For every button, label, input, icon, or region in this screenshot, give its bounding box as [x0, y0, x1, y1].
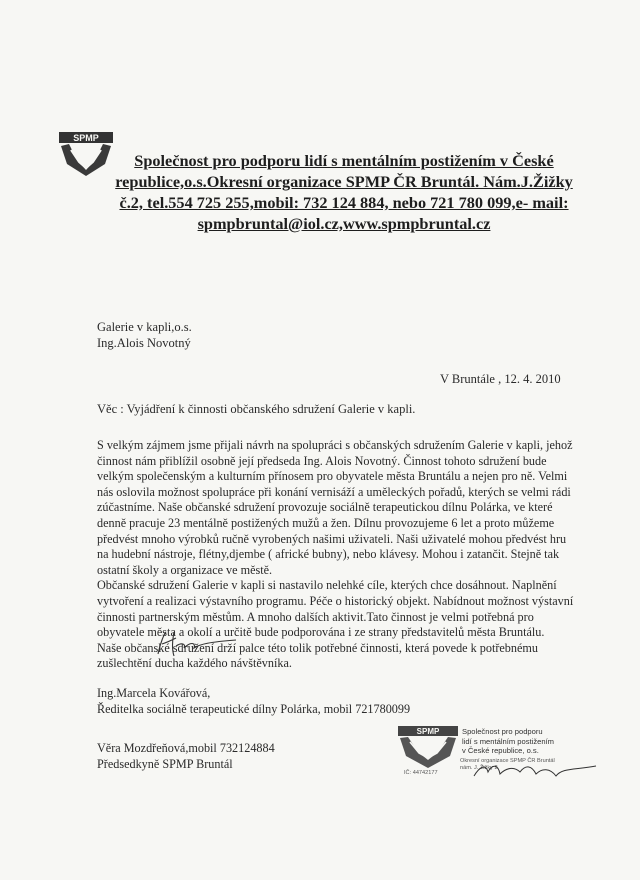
body-line: činnost nám přiblížil osobně její předseda Ing. Alois Novotný. Činnost tohoto sdružení bude	[97, 453, 547, 468]
letter-subject: Věc : Vyjádření k činnosti občanského sdružení Galerie v kapli.	[97, 402, 416, 416]
body-line: činnosti partnerským městům. A mnoho dalších aktivit.Tato činnost je velmi potřebná pro	[97, 609, 534, 624]
handwritten-signature	[470, 758, 600, 784]
body-line: ostatní školy a organizace ve městě.	[97, 562, 273, 577]
body-line: S velkým zájmem jsme přijali návrh na spolupráci s občanských sdružením Galerie v kapli, jehož	[97, 438, 573, 452]
letterhead-line: republice,o.s.Okresní organizace SPMP ČR Bruntál. Nám.J.Žižky	[115, 172, 573, 191]
body-line: Naše občanské sdružení drží palce této tolik potřebné činnosti, která povede k potřebnému	[97, 640, 538, 655]
body-line: velkým společenským a kulturním přínosem pro obyvatele města Bruntálu a nejen pro ně. Velmi	[97, 469, 568, 484]
logo-text: SPMP	[73, 133, 99, 143]
stamp-code: IČ: 44742177	[404, 770, 438, 776]
signer-name: Věra Mozdřeňová,mobil 732124884	[97, 741, 275, 755]
letterhead	[105, 150, 583, 234]
body-line: na hudební nástroje, flétny,djembe ( africké bubny), nebo klávesy. Mohou i zatančit. Stejně tak	[97, 547, 560, 562]
body-line: předvést mnoho výrobků ručně vyrobených našimi uživateli. Naši uživatelé mohou předvést hru	[97, 531, 567, 546]
body-line: obyvatele města a okolí a určitě bude podporována i ze strany představitelů města Bruntálu.	[97, 625, 545, 640]
stamp-line: v České republice, o.s.	[462, 746, 539, 756]
recipient-line: Ing.Alois Novotný	[97, 336, 191, 350]
letter-date: V Bruntále , 12. 4. 2010	[440, 372, 561, 386]
body-line: Občanské sdružení Galerie v kapli si nastavilo nelehké cíle, kterých chce dosáhnout. Naplnění	[97, 578, 557, 593]
stamp-small-line: Okresní organizace SPMP ČR Bruntál	[460, 758, 555, 764]
signer-title: Ředitelka sociálně terapeutické dílny Polárka, mobil 721780099	[97, 701, 411, 716]
recipient-line: Galerie v kapli,o.s.	[97, 320, 192, 334]
body-line: denně pracuje 23 mentálně postižených mužů a žen. Dílnu provozujeme 6 let a proto můžeme	[97, 515, 555, 530]
stamp-line: Společnost pro podporu	[462, 727, 543, 736]
letterhead-line: Společnost pro podporu lidí s mentálním postižením v České	[134, 151, 554, 170]
body-line: zúčastníme. Naše občanské sdružení provozuje sociálně terapeutickou dílnu Polárka, ve které	[97, 500, 553, 515]
letterhead-line: spmpbruntal@iol.cz,www.spmpbruntal.cz	[197, 214, 491, 233]
body-line: nás oslovila možnost spolupráce při konání vernisáží a uměleckých pořadů, kterých se velmi rádi	[97, 484, 571, 499]
body-line: vytvoření a realizaci výstavního programu. Péče o historický objekt. Nabídnout možnost výstavní	[97, 593, 574, 608]
stamp-logo-text: SPMP	[416, 727, 440, 736]
letterhead-line: č.2, tel.554 725 255,mobil: 732 124 884, nebo 721 780 099,e- mail:	[119, 193, 569, 212]
stamp-text	[462, 727, 554, 756]
signer-block	[97, 686, 410, 717]
signer-title: Předsedkyně SPMP Bruntál	[97, 756, 233, 771]
stamp-small-line: nám. J. Žižky 2	[460, 765, 498, 771]
stamp-line: lidí s mentálním postižením	[462, 736, 555, 746]
signer-block	[97, 741, 275, 772]
handwritten-signature	[150, 628, 240, 662]
body-line: zušlechtění ducha každého návštěvníka.	[97, 656, 292, 671]
signer-name: Ing.Marcela Kovářová,	[97, 686, 211, 700]
recipient-address	[97, 319, 192, 351]
